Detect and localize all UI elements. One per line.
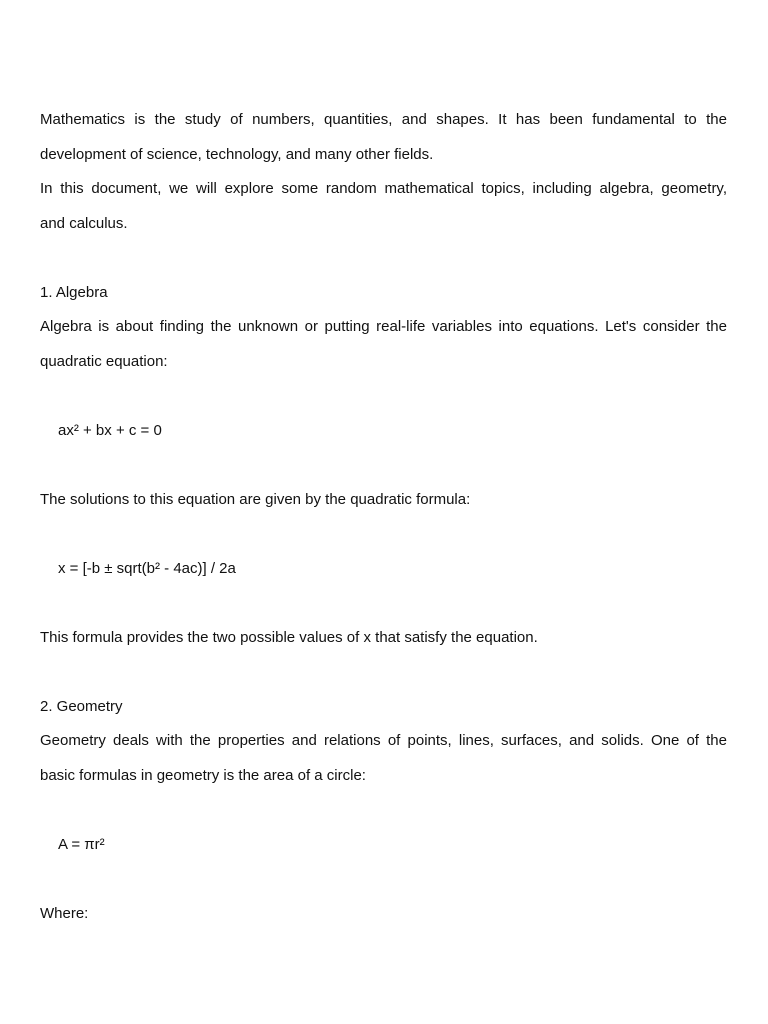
circle-area-formula: A = πr² [58,835,105,853]
paragraph-line: The solutions to this equation are given by the quadratic formula: [40,490,471,508]
paragraph-line: This formula provides the two possible values of x that satisfy the equation. [40,628,538,646]
paragraph-line: Geometry deals with the properties and relations of points, lines, surfaces, and solids. One of the [40,732,727,749]
quadratic-formula: x = [-b ± sqrt(b² - 4ac)] / 2a [58,559,236,577]
blank-line [40,379,727,414]
paragraph-line: basic formulas in geometry is the area of a circle: [40,766,366,784]
paragraph-line: Where: [40,904,89,922]
paragraph-line: quadratic equation: [40,352,168,370]
paragraph-line: In this document, we will explore some random mathematical topics, including algebra, geometry, [40,180,727,197]
blank-line [40,793,727,828]
blank-line [40,586,727,621]
paragraph-line: development of science, technology, and many other fields. [40,145,434,163]
paragraph-line: Mathematics is the study of numbers, quantities, and shapes. It has been fundamental to the [40,111,727,128]
blank-line [40,241,727,276]
document-page [40,103,727,931]
paragraph-line: and calculus. [40,214,128,232]
quadratic-equation-formula: ax² + bx + c = 0 [58,421,162,439]
blank-line [40,655,727,690]
blank-line [40,862,727,897]
section-heading-geometry: 2. Geometry [40,697,123,715]
paragraph-line: Algebra is about finding the unknown or putting real-life variables into equations. Let's consider the [40,318,727,335]
blank-line [40,448,727,483]
blank-line [40,517,727,552]
section-heading-algebra: 1. Algebra [40,283,108,301]
